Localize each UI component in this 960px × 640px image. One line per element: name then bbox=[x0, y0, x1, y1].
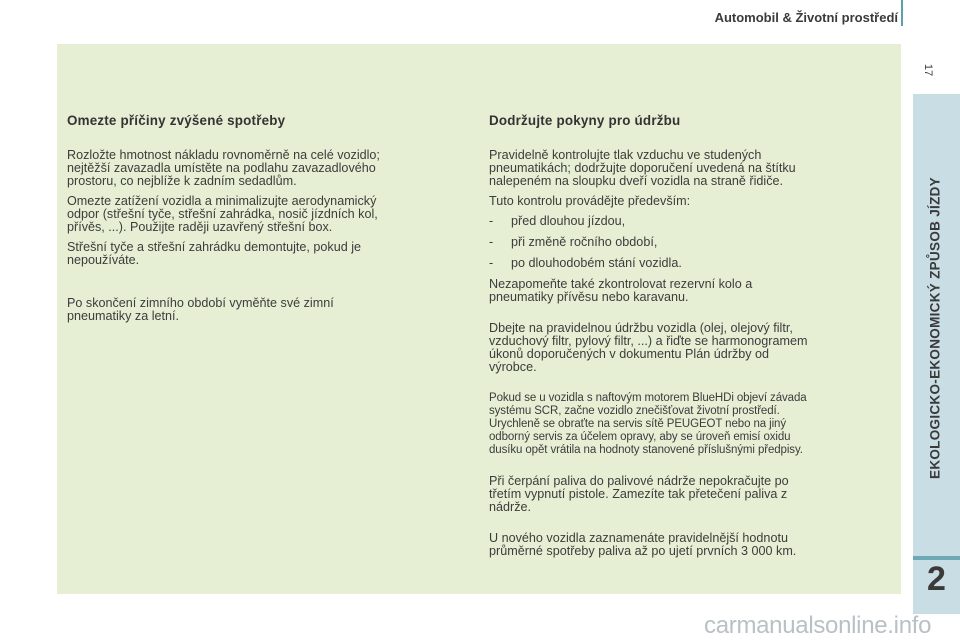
right-column bbox=[489, 114, 897, 565]
watermark: carmanualsonline.info bbox=[704, 612, 932, 639]
header-divider bbox=[901, 0, 903, 26]
left-heading: Omezte příčiny zvýšené spotřeby bbox=[67, 113, 286, 128]
list-item-text: před dlouhou jízdou, bbox=[511, 214, 626, 228]
chapter-number: 2 bbox=[927, 560, 946, 598]
left-paragraph-aero: Omezte zatížení vozidla a minimalizujte aerodynamický odpor (střešní tyče, střešní zahrádka, nosič jízdních kol, přívěs, ...). Použijte raději uzavřený střešní box. bbox=[67, 194, 378, 234]
right-heading: Dodržujte pokyny pro údržbu bbox=[489, 113, 681, 128]
right-paragraph-bluehdi: Pokud se u vozidla s naftovým motorem BlueHDi objeví závada systému SCR, začne vozidlo znečišťovat životní prostředí. Urychleně se obraťte na servis sítě PEUGEOT nebo na jiný odborný servis za účelem opravy, aby se úroveň emisí oxidu dusíku opět vrátila na hodnoty stanovené příslušnými předpisy. bbox=[489, 392, 807, 456]
left-column bbox=[67, 114, 467, 330]
left-paragraph-roofbars: Střešní tyče a střešní zahrádku demontujte, pokud je nepoužíváte. bbox=[67, 240, 362, 267]
right-paragraph-maintenance: Dbejte na pravidelnou údržbu vozidla (olej, olejový filtr, vzduchový filtr, pylový filtr, ...) a řiďte se harmonogramem úkonů doporučených v dokumentu Plán údržby od výrobce. bbox=[489, 321, 808, 374]
list-item-text: po dlouhodobém stání vozidla. bbox=[511, 256, 682, 270]
sidebar-title: EKOLOGICKO-EKONOMICKÝ ZPŮSOB JÍZDY bbox=[927, 177, 943, 479]
list-dash: - bbox=[489, 235, 494, 249]
right-list-intro: Tuto kontrolu provádějte především: bbox=[489, 194, 691, 208]
left-paragraph-winter-tyres: Po skončení zimního období vyměňte své zimní pneumatiky za letní. bbox=[67, 296, 334, 323]
right-paragraph-spare: Nezapomeňte také zkontrolovat rezervní kolo a pneumatiky přívěsu nebo karavanu. bbox=[489, 277, 753, 304]
content-panel bbox=[57, 44, 901, 594]
page-number: 17 bbox=[922, 63, 934, 77]
list-item bbox=[489, 215, 897, 228]
header-title: Automobil & Životní prostředí bbox=[714, 10, 898, 25]
list-dash: - bbox=[489, 256, 494, 270]
check-list bbox=[489, 215, 897, 270]
list-item bbox=[489, 236, 897, 249]
right-paragraph-refuel: Při čerpání paliva do palivové nádrže nepokračujte po třetím vypnutí pistole. Zamezíte tak přetečení paliva z nádrže. bbox=[489, 474, 789, 514]
right-paragraph-new-vehicle: U nového vozidla zaznamenáte pravidelnější hodnotu průměrné spotřeby paliva až po ujetí prvních 3 000 km. bbox=[489, 531, 797, 558]
left-paragraph-load: Rozložte hmotnost nákladu rovnoměrně na celé vozidlo; nejtěžší zavazadla umístěte na podlahu zavazadlového prostoru, co nejblíže k zadním sedadlům. bbox=[67, 148, 380, 188]
right-paragraph-tyre-pressure: Pravidelně kontrolujte tlak vzduchu ve studených pneumatikách; dodržujte doporučení uvedená na štítku nalepeném na sloupku dveří vozidla na straně řidiče. bbox=[489, 148, 796, 188]
list-dash: - bbox=[489, 214, 494, 228]
list-item-text: při změně ročního období, bbox=[511, 235, 658, 249]
list-item bbox=[489, 257, 897, 270]
